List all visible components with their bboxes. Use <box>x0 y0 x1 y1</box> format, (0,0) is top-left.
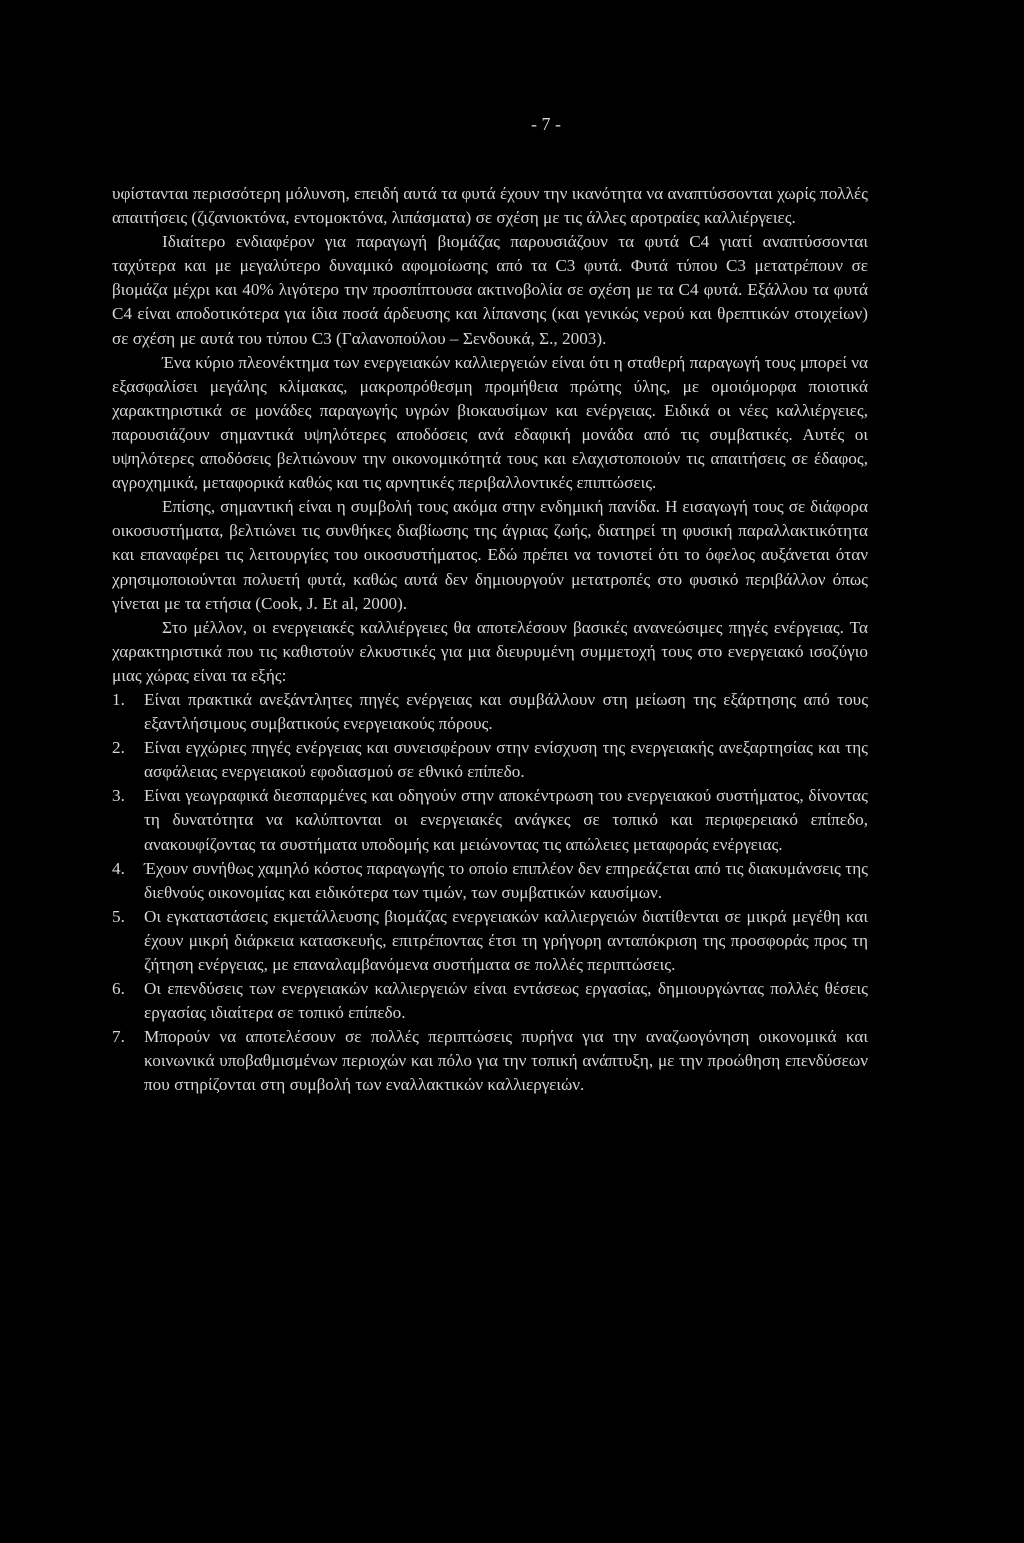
list-item-number: 6. <box>112 979 125 999</box>
list-item <box>112 857 868 905</box>
list-item-number: 1. <box>112 689 125 709</box>
characteristics-list <box>112 688 868 1098</box>
list-item-text: Μπορούν να αποτελέσουν σε πολλές περιπτώσεις πυρήνα για την αναζωογόνηση οικονομικά και κοινωνικά υποβαθμισμένων περιοχών και πόλο για την τοπική ανάπτυξη, με την προώθηση επενδύσεων που στηρίζονται στη συμβολή των εναλλακτικών καλλιεργειών. <box>144 1027 868 1095</box>
list-item-text: Είναι πρακτικά ανεξάντλητες πηγές ενέργειας και συμβάλλουν στη μείωση της εξάρτησης από τους εξαντλήσιμους συμβατικούς ενεργειακούς πόρους. <box>144 689 868 734</box>
page-number: - 7 - <box>531 114 561 134</box>
list-item <box>112 905 868 977</box>
list-item-number: 4. <box>112 858 125 878</box>
list-item <box>112 784 868 856</box>
list-item-number: 3. <box>112 786 125 806</box>
paragraph-future-outlook: Στο μέλλον, οι ενεργειακές καλλιέργειες θα αποτελέσουν βασικές ανανεώσιμες πηγές ενέργειας. Τα χαρακτηριστικά που τις καθιστούν ελκυστικές για μια διευρυμένη συμμετοχή τους στο ενεργειακό ισοζύγιο μιας χώρας είναι τα εξής: <box>112 617 868 685</box>
list-item-number: 2. <box>112 738 125 758</box>
list-item-text: Είναι εγχώριες πηγές ενέργειας και συνεισφέρουν στην ενίσχυση της ενεργειακής ανεξαρτησίας και της ασφάλειας ενεργειακού εφοδιασμού σε εθνικό επίπεδο. <box>144 738 868 782</box>
list-item-number: 5. <box>112 906 125 926</box>
list-item-number: 7. <box>112 1027 125 1047</box>
list-item-text: Οι επενδύσεις των ενεργειακών καλλιεργειών είναι εντάσεως εργασίας, δημιουργώντας πολλές θέσεις εργασίας ιδιαίτερα σε τοπικό επίπεδο. <box>144 979 868 1023</box>
list-item-text: Είναι γεωγραφικά διεσπαρμένες και οδηγούν στην αποκέντρωση του ενεργειακού συστήματος, δίνοντας τη δυνατότητα να καλύπτονται οι ενεργειακές ανάγκες σε τοπικό και περιφερειακό επίπεδο, ανακουφίζοντας τα συστήματα υποδομής και μειώνοντας τις απώλειες μεταφοράς ενέργειας. <box>144 786 868 854</box>
list-item <box>112 736 868 784</box>
paragraph-fauna-contribution: Επίσης, σημαντική είναι η συμβολή τους ακόμα στην ενδημική πανίδα. Η εισαγωγή τους σε διάφορα οικοσυστήματα, βελτιώνει τις συνθήκες διαβίωσης της άγριας ζωής, διατηρεί τη φυσική παραλλακτικότητα και επαναφέρει τις λειτουργίες του οικοσυστήματος. Εδώ πρέπει να τονιστεί ότι το όφελος αυξάνεται όταν χρησιμοποιούνται πολυετή φυτά, καθώς αυτά δεν δημιουργούν μετατροπές στο φυσικό περιβάλλον όπως γίνεται με τα ετήσια (Cook, J. Et al, 2000). <box>112 497 868 613</box>
list-item <box>112 1025 868 1097</box>
list-item <box>112 688 868 736</box>
paragraph-c4-plants: Ιδιαίτερο ενδιαφέρον για παραγωγή βιομάζας παρουσιάζουν τα φυτά C4 γιατί αναπτύσσονται ταχύτερα και με μεγαλύτερο δυναμικό αφομοίωσης από τα C3 φυτά. Φυτά τύπου C3 μετατρέπουν σε βιομάζα μέχρι και 40% λιγότερο την προσπίπτουσα ακτινοβολία σε σχέση με τα C4 φυτά. Εξάλλου τα φυτά C4 είναι αποδοτικότερα για ίδια ποσά άρδευσης και λίπανσης (και γενικώς νερού και θρεπτικών στοιχείων) σε σχέση με αυτά του τύπου C3 (Γαλανοπούλου – Σενδουκά, Σ., 2003). <box>112 232 868 348</box>
paragraph-continuation: υφίστανται περισσότερη μόλυνση, επειδή αυτά τα φυτά έχουν την ικανότητα να αναπτύσσονται χωρίς πολλές απαιτήσεις (ζιζανιοκτόνα, εντομοκτόνα, λιπάσματα) σε σχέση με τις άλλες αροτραίες καλλιέργειες. <box>112 184 868 228</box>
list-item-text: Οι εγκαταστάσεις εκμετάλλευσης βιομάζας ενεργειακών καλλιεργειών διατίθενται σε μικρά μεγέθη και έχουν μικρή διάρκεια κατασκευής, επιτρέποντας έτσι τη γρήγορη ανταπόκριση της προσφοράς προς τη ζήτηση ενέργειας, με επαναλαμβανόμενα συστήματα σε πολλές περιπτώσεις. <box>144 906 868 974</box>
list-item <box>112 977 868 1025</box>
list-item-text: Έχουν συνήθως χαμηλό κόστος παραγωγής το οποίο επιπλέον δεν επηρεάζεται από τις διακυμάνσεις της διεθνούς οικονομίας και ειδικότερα των τιμών, των συμβατικών καυσίμων. <box>144 858 868 902</box>
paragraph-energy-crops-advantage: Ένα κύριο πλεονέκτημα των ενεργειακών καλλιεργειών είναι ότι η σταθερή παραγωγή τους μπορεί να εξασφαλίσει μεγάλης κλίμακας, μακροπρόθεσμη προμήθεια πρώτης ύλης, με ομοιόμορφα ποιοτικά χαρακτηριστικά σε μονάδες παραγωγής υγρών βιοκαυσίμων και ενέργειας. Ειδικά οι νέες καλλιέργειες, παρουσιάζουν σημαντικά υψηλότερες αποδόσεις ανά εδαφική μονάδα από τις συμβατικές. Αυτές οι υψηλότερες αποδόσεις βελτιώνουν την οικονομικότητά τους και ελαχιστοποιούν τις απαιτήσεις σε έδαφος, αγροχημικά, μεταφορικά καθώς και τις αρνητικές περιβαλλοντικές επιπτώσεις. <box>112 352 868 493</box>
page-body <box>112 182 868 1098</box>
